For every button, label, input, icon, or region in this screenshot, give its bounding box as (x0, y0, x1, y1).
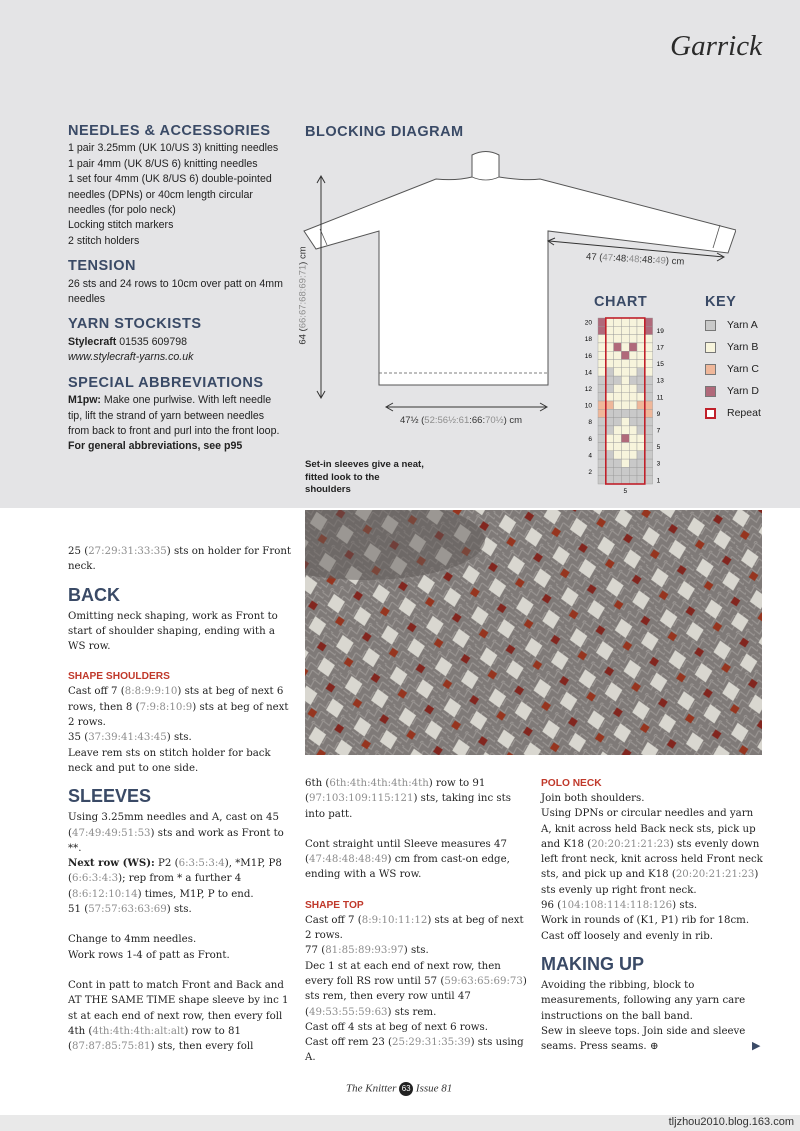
chart-cell (614, 351, 622, 359)
chart-cell (629, 434, 637, 442)
needles-section (68, 124, 288, 249)
chart-cell (606, 376, 614, 384)
watermark-bar (0, 1115, 800, 1131)
shape-shoulders-heading: SHAPE SHOULDERS (68, 671, 170, 683)
chart-cell (606, 476, 614, 484)
magazine-name: The Knitter (346, 1082, 397, 1095)
width-measurement: 47½ (52:56½:61:66:70½) cm (400, 415, 523, 426)
chart-cell (645, 368, 653, 376)
chart-cell (629, 459, 637, 467)
chart-cell (614, 384, 622, 392)
chart-cell (637, 384, 645, 392)
chart-cell (629, 426, 637, 434)
abbreviation-term: M1pw: (68, 394, 101, 407)
chart-cell (645, 401, 653, 409)
chart-cell (598, 434, 606, 442)
chart-cell (598, 326, 606, 334)
chart-cell (606, 459, 614, 467)
colorwork-chart (566, 314, 696, 499)
chart-cell (629, 376, 637, 384)
chart-row-label: 7 (656, 427, 661, 435)
issue-number: Issue 81 (415, 1082, 453, 1095)
chart-cell (621, 376, 629, 384)
shape-top-text: Dec 1 st at each end of next row, then every foll RS row until 57 (59:63:65:69:73) sts rem, then every row until 47 (49:53:55:59:63) sts rem. (305, 960, 527, 1018)
chart-cell (629, 351, 637, 359)
chart-cell (614, 401, 622, 409)
chart-cell (614, 451, 622, 459)
sleeve-continued-text: 6th (6th:4th:4th:4th:4th) row to 91 (97:103:109:115:121) sts, taking inc sts into patt. (305, 778, 511, 820)
instructions-column-2 (305, 776, 530, 1066)
chart-row-label: 6 (588, 435, 592, 443)
chart-cell (598, 368, 606, 376)
chart-cell (629, 393, 637, 401)
chart-cell (621, 434, 629, 442)
sleeve-shaping-text: Cont in patt to match Front and Back and AT THE SAME TIME shape sleeve by inc 1 st at each end of next row, then every foll 4th (4th:4th:4th:alt:alt) row to 81 (87:87:85:75:81) sts, then every foll (68, 979, 289, 1053)
chart-cell (621, 360, 629, 368)
chart-cell (614, 335, 622, 343)
chart-cell (645, 376, 653, 384)
chart-cell (614, 443, 622, 451)
chart-cell (621, 443, 629, 451)
chart-cell (645, 434, 653, 442)
chart-cell (629, 384, 637, 392)
chart-row-label: 9 (656, 410, 661, 418)
chart-cell (629, 368, 637, 376)
chart-cell (637, 393, 645, 401)
chart-cell (621, 335, 629, 343)
chart-row-label: 8 (588, 419, 592, 427)
chart-cell (637, 401, 645, 409)
tension-section (68, 259, 288, 307)
chart-cell (614, 343, 622, 351)
chart-cell (645, 451, 653, 459)
chart-cell (606, 384, 614, 392)
chart-row-label: 16 (584, 352, 592, 360)
chart-cell (637, 409, 645, 417)
chart-cell (598, 418, 606, 426)
chart-cell (637, 426, 645, 434)
chart-cell (637, 459, 645, 467)
abbreviations-heading: SPECIAL ABBREVIATIONS (68, 374, 264, 391)
info-column (68, 124, 288, 465)
chart-cell (629, 360, 637, 368)
shoulder-count: 35 (37:39:41:43:45) sts. (68, 732, 192, 744)
watermark-text: tljzhou2010.blog.163.com (668, 1116, 794, 1128)
chart-cell (598, 467, 606, 475)
chart-cell (598, 409, 606, 417)
chart-cell (606, 467, 614, 475)
chart-cell (629, 443, 637, 451)
needles-line: 1 set four 4mm (UK 8/US 6) double-pointed needles (DPNs) or 40cm length circular needles (for polo neck) (68, 173, 272, 217)
making-up-heading: MAKING UP (541, 953, 644, 974)
chart-cell (645, 326, 653, 334)
chart-cell (606, 351, 614, 359)
chart-row-label: 13 (656, 377, 664, 385)
chart-cell (645, 393, 653, 401)
stockists-heading: YARN STOCKISTS (68, 316, 202, 333)
abbreviation-text: Make one purlwise. With left needle tip, lift the strand of yarn between needles from back to front and purl into the front loop. (68, 394, 280, 437)
chart-cell (645, 467, 653, 475)
chart-cell (629, 326, 637, 334)
chart-cell (629, 335, 637, 343)
knitwear-photo (305, 510, 762, 755)
chart-cell (637, 467, 645, 475)
chart-row-label: 12 (584, 386, 592, 394)
shape-top-text: Cast off rem 23 (25:29:31:35:39) sts using A. (305, 1037, 524, 1064)
chart-cell (637, 326, 645, 334)
chart-cell (598, 318, 606, 326)
tension-heading: TENSION (68, 258, 136, 275)
chart-cell (614, 426, 622, 434)
shape-top-text: Cast off 7 (8:9:10:11:12) sts at beg of next 2 rows. (305, 914, 524, 942)
needles-heading: NEEDLES & ACCESSORIES (68, 123, 271, 139)
abbreviations-section (68, 376, 288, 455)
chart-cell (621, 393, 629, 401)
chart-row-label: 17 (656, 344, 664, 352)
yarn-a-swatch (705, 320, 716, 331)
chart-cell (637, 318, 645, 326)
chart-cell (645, 360, 653, 368)
shape-top-count: 77 (81:85:89:93:97) sts. (305, 945, 429, 957)
chart-cell (637, 351, 645, 359)
chart-row-label: 19 (656, 327, 664, 335)
polo-neck-heading: POLO NECK (541, 778, 602, 789)
chart-cell (645, 335, 653, 343)
needles-line: 1 pair 4mm (UK 8/US 6) knitting needles (68, 157, 258, 170)
repeat-swatch (705, 408, 716, 419)
chart-cell (637, 335, 645, 343)
blocking-diagram-heading: BLOCKING DIAGRAM (305, 124, 464, 140)
fair-isle-texture (305, 510, 762, 755)
chart-cell (645, 443, 653, 451)
key-item: Yarn B (705, 336, 761, 358)
chart-cell (645, 459, 653, 467)
stockists-section (68, 317, 288, 365)
chart-cell (606, 401, 614, 409)
chart-cell (598, 376, 606, 384)
chart-cell (606, 451, 614, 459)
chart-cell (629, 343, 637, 351)
sleeve-text: Using 3.25mm needles and A, cast on 45 (47:49:49:51:53) sts and work as Front to **. (68, 812, 284, 854)
chart-cell (621, 401, 629, 409)
polo-neck-text: Cast off loosely and evenly in rib. (541, 930, 714, 942)
chart-cell (637, 443, 645, 451)
sleeve-measurement: 47 (47:48:48:48:49) cm (585, 251, 685, 268)
back-text: Omitting neck shaping, work as Front to start of shoulder shaping, ending with a WS row. (68, 610, 278, 653)
chart-row-label: 20 (584, 319, 592, 327)
chart-cell (614, 434, 622, 442)
stockist-website[interactable]: www.stylecraft-yarns.co.uk (68, 351, 194, 364)
shoulder-text: Cast off 7 (8:8:9:9:10) sts at beg of next 6 rows, then 8 (7:9:8:10:9) sts at beg of next 2 rows. (68, 686, 289, 729)
sleeve-count: 51 (57:57:63:63:69) sts. (68, 904, 192, 916)
chart-cell (598, 351, 606, 359)
shoulder-text: Leave rem sts on stitch holder for back neck and put to one side. (68, 747, 271, 774)
sleeve-text: Work rows 1-4 of patt as Front. (68, 949, 230, 961)
chart-cell (614, 393, 622, 401)
chart-row-label: 5 (656, 444, 661, 452)
chart-cell (621, 343, 629, 351)
stockist-name: Stylecraft (68, 335, 117, 348)
chart-cell (621, 451, 629, 459)
chart-column-label: 5 (623, 488, 628, 495)
chart-cell (645, 318, 653, 326)
needles-line: Locking stitch markers (68, 219, 174, 232)
back-heading: BACK (68, 584, 120, 605)
chart-cell (621, 418, 629, 426)
yarn-b-swatch (705, 342, 716, 353)
chart-row-label: 4 (588, 452, 592, 460)
chart-cell (614, 409, 622, 417)
chart-cell (606, 443, 614, 451)
chart-cell (598, 459, 606, 467)
key-heading: KEY (705, 294, 737, 310)
chart-row-label: 3 (656, 460, 661, 468)
chart-cell (606, 393, 614, 401)
key-item: Yarn D (705, 380, 761, 402)
shape-top-heading: SHAPE TOP (305, 899, 364, 911)
chart-cell (598, 335, 606, 343)
chart-cell (637, 434, 645, 442)
chart-cell (645, 384, 653, 392)
chart-cell (614, 360, 622, 368)
chart-cell (621, 351, 629, 359)
needles-line: 1 pair 3.25mm (UK 10/US 3) knitting needles (68, 142, 279, 155)
chart-cell (621, 476, 629, 484)
stockist-contact (68, 335, 288, 350)
chart-cell (637, 476, 645, 484)
general-abbreviations-note: For general abbreviations, see p95 (68, 440, 243, 453)
chart-cell (629, 418, 637, 426)
chart-cell (614, 476, 622, 484)
continue-arrow-icon: ▶ (752, 1040, 761, 1052)
chart-row-label: 1 (656, 477, 661, 485)
chart-cell (598, 426, 606, 434)
yarn-c-swatch (705, 364, 716, 375)
chart-cell (637, 360, 645, 368)
chart-cell (621, 409, 629, 417)
key-item: Repeat (705, 402, 761, 424)
chart-row-label: 18 (584, 336, 592, 344)
sleeves-heading: SLEEVES (68, 786, 152, 807)
making-up-text: Sew in sleeve tops. Join side and sleeve seams. Press seams. ⊕ (541, 1025, 746, 1053)
chart-cell (629, 401, 637, 409)
chart-cell (637, 343, 645, 351)
chart-cell (614, 318, 622, 326)
chart-cell (645, 426, 653, 434)
abbreviation-m1pw (68, 393, 288, 439)
instructions-column-1 (68, 544, 293, 1054)
chart-cell (606, 368, 614, 376)
making-up-text: Avoiding the ribbing, block to measurements, following any yarn care instructions on the ball band. (541, 979, 746, 1022)
chart-cell (645, 418, 653, 426)
chart-row-label: 14 (584, 369, 592, 377)
chart-cell (606, 360, 614, 368)
chart-cell (598, 443, 606, 451)
chart-cell (629, 476, 637, 484)
page-footer (346, 1082, 452, 1096)
chart-cell (598, 476, 606, 484)
chart-cell (621, 318, 629, 326)
polo-neck-text: Join both shoulders. (541, 793, 645, 804)
sleeve-measure-text: Cont straight until Sleeve measures 47 (47:48:48:48:49) cm from cast-on edge, ending with a WS row. (305, 838, 510, 881)
chart-cell (614, 459, 622, 467)
chart-cell (645, 351, 653, 359)
chart-cell (637, 451, 645, 459)
chart-cell (621, 426, 629, 434)
chart-cell (606, 434, 614, 442)
key-legend (705, 314, 761, 424)
chart-cell (621, 326, 629, 334)
chart-cell (598, 393, 606, 401)
chart-cell (637, 376, 645, 384)
chart-cell (621, 459, 629, 467)
chart-cell (645, 343, 653, 351)
yarn-d-swatch (705, 386, 716, 397)
chart-cell (645, 476, 653, 484)
chart-row-label: 11 (656, 394, 664, 402)
chart-cell (629, 318, 637, 326)
tension-text: 26 sts and 24 rows to 10cm over patt on 4mm needles (68, 277, 283, 306)
chart-cell (614, 376, 622, 384)
chart-cell (629, 409, 637, 417)
polo-neck-count: 96 (104:108:114:118:126) sts. (541, 900, 698, 912)
chart-row-label: 10 (584, 402, 592, 410)
needles-line: 2 stitch holders (68, 234, 140, 247)
instructions-column-3 (541, 776, 766, 1054)
length-measurement: 64 (66:67:68:69:71) cm (297, 246, 309, 345)
chart-cell (637, 418, 645, 426)
chart-cell (621, 467, 629, 475)
chart-cell (598, 343, 606, 351)
sleeve-text: Change to 4mm needles. (68, 934, 197, 946)
front-neck-text: 25 (27:29:31:33:35) sts on holder for Front neck. (68, 546, 292, 573)
page-number: 63 (399, 1082, 413, 1096)
page-title: Garrick (670, 30, 762, 62)
chart-cell (629, 467, 637, 475)
key-item: Yarn A (705, 314, 761, 336)
shape-top-text: Cast off 4 sts at beg of next 6 rows. (305, 1021, 488, 1033)
chart-cell (621, 384, 629, 392)
chart-cell (645, 409, 653, 417)
chart-cell (598, 360, 606, 368)
chart-cell (614, 326, 622, 334)
chart-row-label: 15 (656, 361, 664, 369)
chart-cell (606, 318, 614, 326)
chart-cell (606, 326, 614, 334)
chart-cell (629, 451, 637, 459)
chart-cell (621, 368, 629, 376)
chart-cell (606, 418, 614, 426)
chart-cell (614, 418, 622, 426)
chart-cell (598, 401, 606, 409)
diagram-caption: Set-in sleeves give a neat, fitted look to the shoulders (305, 459, 424, 495)
chart-cell (606, 343, 614, 351)
stockist-phone: 01535 609798 (116, 335, 187, 348)
polo-neck-text: Using DPNs or circular needles and yarn A, knit across held Back neck sts, pick up and K18 (20:20:21:21:23) sts evenly down left front neck, knit across held Front neck sts, and pick up and K18 (20:20:21:21:23) sts evenly up right front neck. (541, 808, 763, 896)
chart-cell (606, 335, 614, 343)
chart-heading: CHART (594, 294, 648, 310)
sleeve-next-row: Next row (WS): P2 (6:3:5:3:4), *M1P, P8 (6:6:3:4:3); rep from * a further 4 (8:6:12:10:14) times, M1P, P to end. (68, 857, 282, 900)
chart-cell (598, 451, 606, 459)
chart-cell (606, 426, 614, 434)
chart-cell (606, 409, 614, 417)
chart-cell (614, 467, 622, 475)
polo-neck-text: Work in rounds of (K1, P1) rib for 18cm. (541, 915, 750, 927)
chart-cell (614, 368, 622, 376)
chart-cell (637, 368, 645, 376)
chart-row-label: 2 (588, 469, 592, 477)
chart-cell (598, 384, 606, 392)
key-item: Yarn C (705, 358, 761, 380)
